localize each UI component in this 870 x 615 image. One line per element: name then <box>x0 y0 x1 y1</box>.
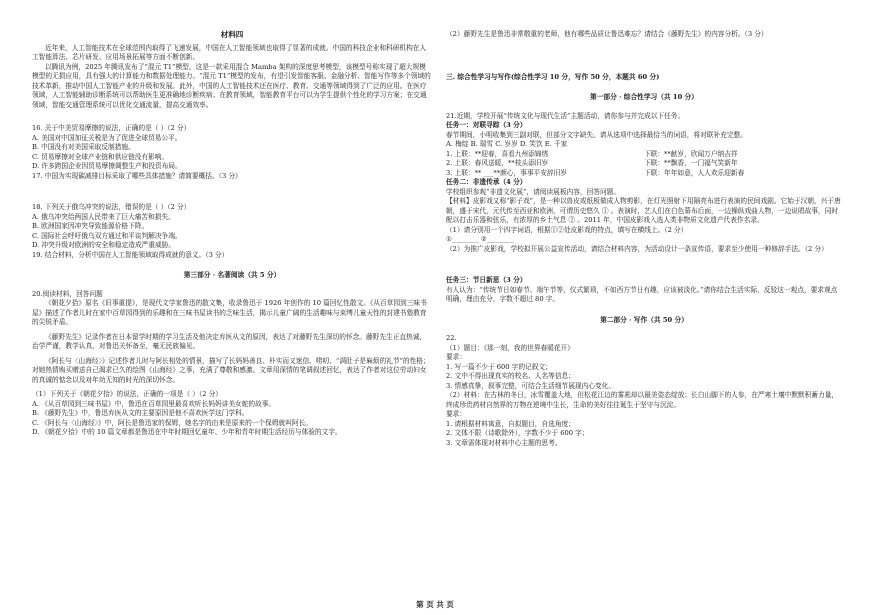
question-20-1: （1）下列关于《朝花夕拾》的说法，正确的一项是（ ）（2 分） <box>32 390 222 398</box>
question-21-intro: 21.近期，学校开展“传统文化与现代生活”主题活动，请你参与并完成以下任务。 <box>446 111 685 120</box>
material-title: 材料四 <box>220 30 244 39</box>
couplet-3-up: 3. 上联：** ___**颜心，事事平安辞旧岁 <box>446 168 567 177</box>
question-22: 22. <box>446 334 457 342</box>
couplet-row <box>446 159 842 169</box>
task1-description: 春节期间，小明收集到三副对联，但部分文字缺失。请从选项中选择最恰当的词语，将对联补充完整。 <box>446 130 747 139</box>
question-19: 19. 结合材料，分析中国在人工智能领域取得成就的意义。（3 分） <box>32 250 229 259</box>
requirement-3: 3. 情感真挚，叙事完整，可结合生活细节展现内心变化。 <box>446 381 616 390</box>
task1-options: A. 梅绽 B. 瑞雪 C. 岁岁 D. 笑饮 E. 千家 <box>446 140 568 148</box>
question-20-option-c: C. 《阿长与〈山海经〉》中，阿长是鲁迅家的保姆，她名字的由来是原来的一个保姆就叫阿长。 <box>32 418 312 427</box>
question-20-2: （2）藤野先生是鲁迅非常敬重的老师，他有哪些品质让鲁迅难忘？请结合《藤野先生》的内容分析。（3 分） <box>446 30 768 38</box>
material-paragraph-2: 以腾讯为例，2025 年腾讯发布了“混元 T1”模型，这是一款采用混合 Mamba 架构的深度思考模型，该模型号称实现了超大规模模型的无损应用，具有强大的计算能力和数据处理能力。“混元 T1”模型的发布，有望引发智能客服、金融分析、智能写作等多个领域的技术革新，推动中国人工智能产业的升级和发展。此外，中国的人工智能技术还在医疗、教育、交通等领域得到了广泛的应用。在医疗领域，人工智能辅助诊断系统可以帮助医生更准确地诊断疾病；在教育领域，智能教育平台可以为学生提供个性化的学习方案；在交通领域，智能交通管理系统可以优化交通流量，提高交通效率。 <box>32 62 431 109</box>
question-22-2: （2）材料：在古林的冬日，冰雪覆盖大地，但松花江边的雾凇却以最美姿态绽放；长白山脚下的人参，在严寒土壤中默默积蓄力量，终成珍贵药材自然界的万物在逆境中生长，生命的美好往往诞生于坚守与沉淀。 <box>446 391 839 409</box>
question-22-1: （1）题目：《那一刻，我的世界春暖花开》 <box>446 343 574 352</box>
task1-title: 任务一：对联寻踪（3 分） <box>446 121 527 129</box>
part1-title: 第一部分 · 综合性学习（共 10 分） <box>590 93 698 101</box>
question-20-paragraph-1: 《朝花夕拾》原名《旧事重提》，是现代文学家鲁迅的散文集，收录鲁迅于 1926 年创作的 10 篇回忆性散文。《从百草园到三味书屋》描述了作者儿时在家中百草园得到的乐趣和在三味书屋读书的乏味生活，揭示儿童广阔的生活趣味与束缚儿童天性的封建书塾教育的尖锐矛盾。 <box>32 299 427 326</box>
task3-description: 有人认为：“传统节日如春节、端午节等，仪式繁琐，不如西方节日有趣，应该被淡化。”请你结合生活实际，反驳这一观点，要求观点明确，理由充分，字数不超过 80 字。 <box>446 285 838 303</box>
part2-title: 第二部分 · 写作（共 50 分） <box>600 315 688 324</box>
right-column <box>446 30 842 593</box>
part3-title: 第三部分 · 名著阅读（共 5 分） <box>183 271 281 279</box>
question-16-option-c: C. 贸易摩擦对全球产业链和供应链没有影响。 <box>32 152 169 161</box>
task2-question-2: （2）为推广皮影戏，学校拟开展公益宣传活动，请结合材料内容，为活动设计一条宣传语，要求至少使用一种修辞手法。（2 分） <box>446 244 828 253</box>
question-18-option-a: A. 俄乌冲突给两国人民带来了巨大痛苦和损失。 <box>32 212 175 221</box>
couplet-1-up: 1. 上联：**迎春，喜看九州添锦绣 <box>446 149 549 158</box>
couplet-3-down: 下联：年年如意，人人欢乐迎新春 <box>644 168 745 177</box>
couplet-row <box>446 150 842 160</box>
question-16-option-a: A. 美国对中国加征关税是为了促进全球贸易公平。 <box>32 133 182 142</box>
question-16-option-b: B. 中国没有对美国采取反制措施。 <box>32 143 135 151</box>
task2-description: 学校组织参观“非遗文化展”，请阅读展板内容，回答问题。 <box>446 187 621 196</box>
couplet-2-up: 2. 上联：春风送暖，**枝头添旧岁 <box>446 159 549 167</box>
question-20-option-b: B. 《藤野先生》中，鲁迅弃医从文的主要原因是他不喜欢医学这门学科。 <box>32 409 249 417</box>
left-column <box>32 30 432 593</box>
question-18: 18. 下列关于俄乌冲突的说法，错误的是（ ）（2 分） <box>32 203 191 211</box>
question-20-paragraph-3: 《阿长与〈山海经〉》记述作者儿时与阿长相处的情景，描写了长妈妈善良、朴实而又迷信、唠叨、“满肚子是麻烦的礼节”的性格；对她热情购买赠送自己渴求已久的绘图《山海经》之事，充满了尊敬和感激。文章用深情的笔调叙述回忆，表达了作者对这位劳动妇女的真诚的惦念以及对年幼无知的时光的深切怀念。 <box>32 356 430 384</box>
task3-title: 任务三：节日新思（3 分） <box>446 276 527 284</box>
couplet-1-down: 下联：**献岁，欣闻万户纳吉祥 <box>644 149 738 158</box>
couplet-2-down: 下联：**飘香，一门福气笑新年 <box>644 159 738 167</box>
requirement-2-1: 1. 请根据材料寓意，自拟题目，自选角度； <box>446 419 575 428</box>
couplet-row <box>446 169 842 179</box>
requirement-2-2: 2. 文体不限（诗歌除外），字数不少于 600 字； <box>446 429 589 437</box>
question-20-option-a: A. 《从百草园到三味书屋》中，鲁迅在百草园里最喜欢听长妈妈讲美女蛇的故事。 <box>32 399 276 408</box>
question-20-paragraph-2: 《藤野先生》记录作者在日本留学时期的学习生活及他决定弃医从文的原因，表达了对藤野先生深切的怀念。藤野先生正直热诚，治学严谨，教学认真，对鲁迅关怀备至，毫无民族偏见。 <box>32 332 427 350</box>
question-20-head: 20.阅读材料，回答问题 <box>32 289 103 298</box>
section3-title: 三. 综合性学习与写作(综合性学习 10 分，写作 50 分，本题共 60 分) <box>446 72 660 81</box>
page-footer: 第 页 共 页 <box>416 600 454 609</box>
question-18-option-b: B. 欧洲国家因冲突导致能源价格下降。 <box>32 222 149 230</box>
task2-answer-blanks: ①________ ②________ <box>446 235 514 243</box>
requirement-2: 2. 文中不得出现真实的校名、人名等信息； <box>446 372 575 380</box>
requirements-label: 要求： <box>446 353 467 361</box>
task2-title: 任务二：非遗传承（4 分） <box>446 178 527 186</box>
question-16-option-d: D. 许多跨国企业因贸易摩擦调整生产和投资布局。 <box>32 162 182 170</box>
question-18-option-c: C. 国际社会呼吁俄乌双方通过和平谈判解决争端。 <box>32 231 182 240</box>
question-16: 16. 关于中美贸易摩擦的说法，正确的是（ ）（2 分） <box>32 124 191 132</box>
requirements-label-2: 要求： <box>446 410 467 418</box>
requirement-1: 1. 写一篇不少于 600 字的记叙文； <box>446 362 552 371</box>
question-20-option-d: D. 《朝花夕拾》中的 10 篇文章都是鲁迅在中年时期回忆童年、少年和青年时期生活经历与体验的文字。 <box>32 428 342 436</box>
material-paragraph-1: 近年来，人工智能技术在全球范围内取得了飞速发展，中国在人工智能领域也取得了显著的成就。中国的科技企业和科研机构在人工智能算法、芯片研发、应用场景拓展等方面不断创新。 <box>32 43 427 61</box>
question-18-option-d: D. 冲突升级对欧洲的安全和稳定造成严重威胁。 <box>32 241 176 249</box>
task2-question-1: （1）请分别用一个四字词语，根据①②处皮影戏的特点，填写在横线上。（2 分） <box>446 225 688 234</box>
question-17: 17. 中国为实现碳减排目标采取了哪些具体措施？请简要概括。（3 分） <box>32 171 242 180</box>
requirement-2-3: 3. 文章需体现对材料中心主题的思考。 <box>446 438 562 447</box>
task2-material: 【材料】皮影戏又称“影子戏”，是一种以兽皮或纸板做成人物剪影，在灯光照射下用隔亮布进行表演的民间戏剧。它始于汉朝，兴于唐朝，盛于宋代，元代传至西亚和欧洲，可谓历史悠久 ① 。表演时，艺人们在白色幕布后面，一边操纵戏曲人物，一边说唱故事，同时配以打击乐器和弦乐，有浓厚的乡土气息 ② 。2011 年，中国皮影戏入选人类非物质文化遗产代表作名录。 <box>446 197 841 224</box>
